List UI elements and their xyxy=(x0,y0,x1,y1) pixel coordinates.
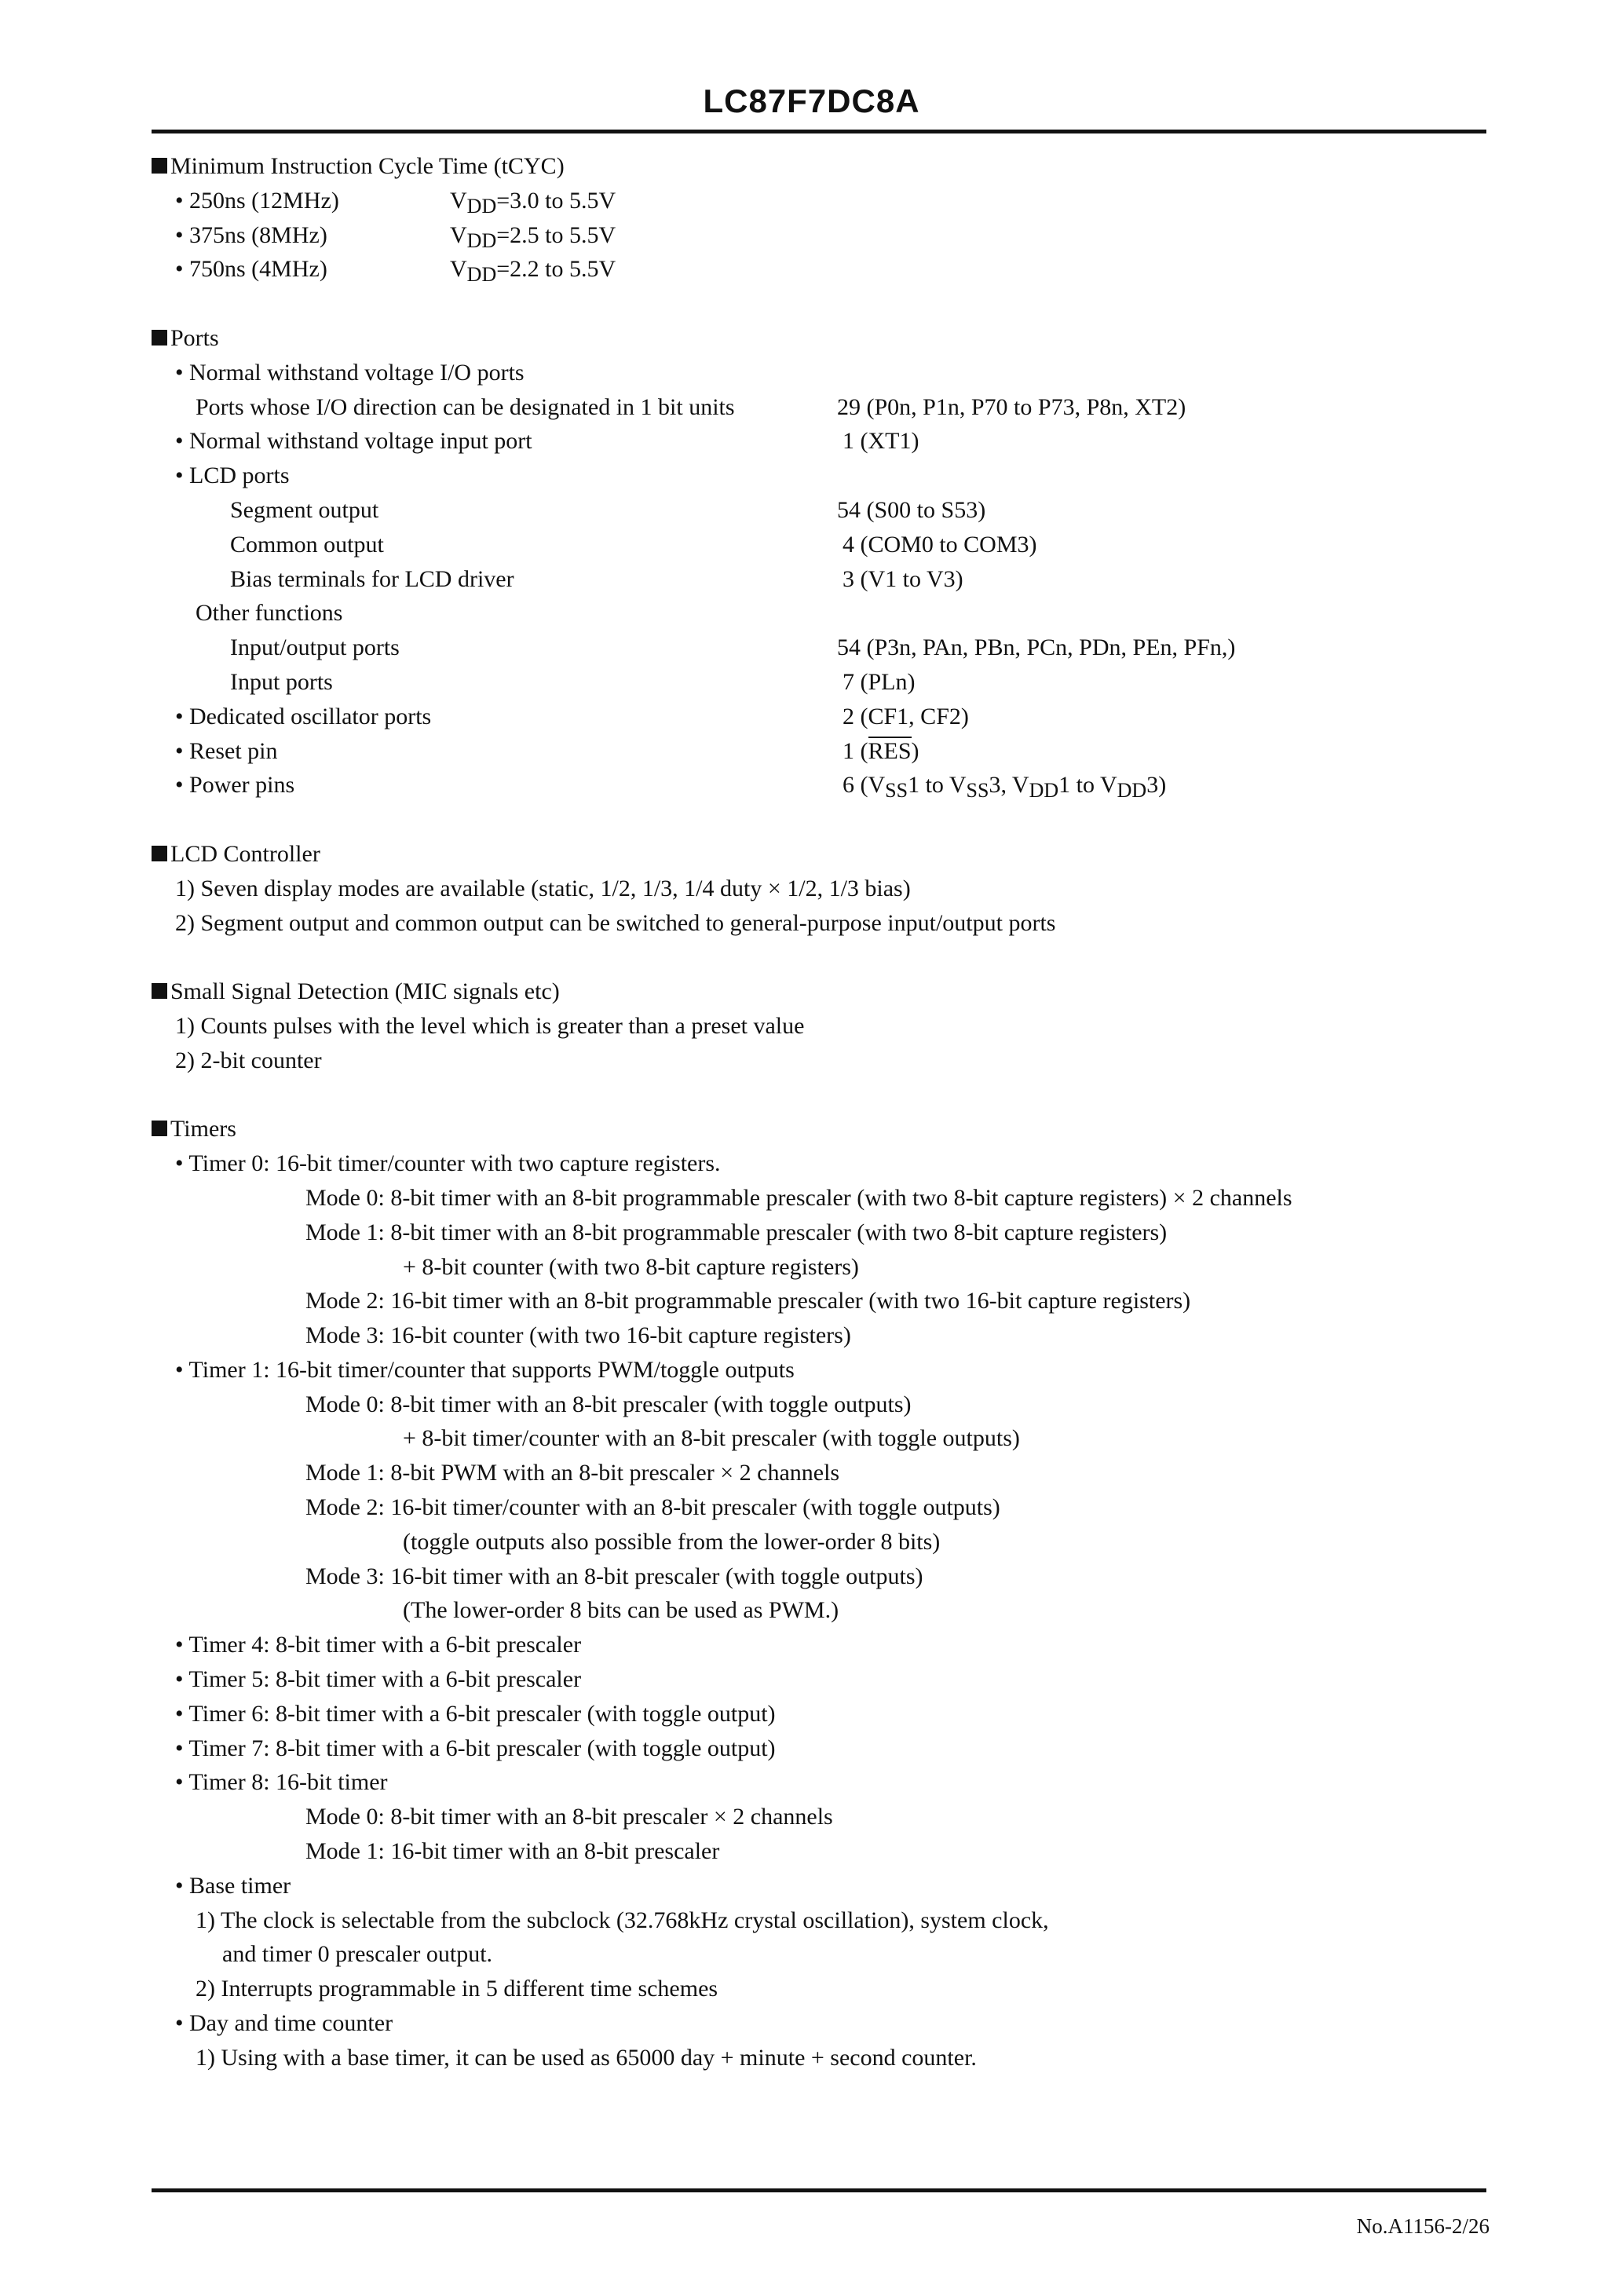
footer-rule xyxy=(152,2188,1486,2192)
document-title: LC87F7DC8A xyxy=(703,82,920,119)
timer-mode: Mode 0: 8-bit timer with an 8-bit prescaler × 2 channels xyxy=(305,1804,833,1830)
tcyc-voltage: VDD=3.0 to 5.5V xyxy=(450,187,616,218)
ports-item: • Normal withstand voltage input port 1 (XT1) xyxy=(175,428,919,455)
timer-item: • Timer 0: 16-bit timer/counter with two capture registers. xyxy=(175,1150,721,1177)
timer-mode-cont: (toggle outputs also possible from the lower-order 8 bits) xyxy=(403,1528,941,1555)
section-heading-tcyc: Minimum Instruction Cycle Time (tCYC) xyxy=(152,149,1494,184)
timer-item: • Timer 5: 8-bit timer with a 6-bit prescaler xyxy=(175,1666,582,1693)
ports-item: Other functions xyxy=(196,600,343,627)
tcyc-voltage: VDD=2.5 to 5.5V xyxy=(450,221,616,252)
ports-item: Segment output 54 (S00 to S53) xyxy=(230,496,986,523)
timer-subitem: 1) Using with a base timer, it can be used as 65000 day + minute + second counter. xyxy=(196,2044,977,2071)
timer-subitem: 1) The clock is selectable from the subclock (32.768kHz crystal oscillation), system clock, xyxy=(196,1907,1049,1933)
timer-mode: Mode 0: 8-bit timer with an 8-bit programmable prescaler (with two 8-bit capture registers) × 2 channels xyxy=(305,1184,1292,1211)
timer-mode: Mode 1: 8-bit timer with an 8-bit programmable prescaler (with two 8-bit capture registers) xyxy=(305,1219,1168,1245)
section-heading-ssd: Small Signal Detection (MIC signals etc) xyxy=(152,974,1494,1009)
timer-item: • Timer 8: 16-bit timer xyxy=(175,1769,388,1796)
ports-item: Ports whose I/O direction can be designated in 1 bit units 29 (P0n, P1n, P70 to P73, P8n, XT2) xyxy=(196,393,1186,420)
lcd-item: 2) Segment output and common output can be switched to general-purpose input/output ports xyxy=(175,909,1056,936)
lcd-item: 1) Seven display modes are available (static, 1/2, 1/3, 1/4 duty × 1/2, 1/3 bias) xyxy=(175,875,911,901)
timer-item: • Timer 4: 8-bit timer with a 6-bit prescaler xyxy=(175,1632,582,1658)
ports-item: Input/output ports 54 (P3n, PAn, PBn, PCn, PDn, PEn, PFn,) xyxy=(230,634,1236,661)
power-pin-value: 6 (VSS1 to VSS3, VDD1 to VDD3) xyxy=(843,772,1167,803)
timer-mode: Mode 2: 16-bit timer/counter with an 8-bit prescaler (with toggle outputs) xyxy=(305,1494,1000,1521)
tcyc-row: • 375ns (8MHz) VDD=2.5 to 5.5V xyxy=(152,218,1494,253)
ports-item: • Dedicated oscillator ports 2 (CF1, CF2) xyxy=(175,703,969,729)
square-bullet-icon xyxy=(152,983,167,999)
timer-subitem-cont: and timer 0 prescaler output. xyxy=(222,1941,493,1968)
spec-content xyxy=(152,149,1494,2075)
timer-mode: Mode 3: 16-bit counter (with two 16-bit capture registers) xyxy=(305,1322,851,1349)
ports-item: • Reset pin 1 (RES) xyxy=(152,734,1494,769)
timer-item: • Timer 6: 8-bit timer with a 6-bit prescaler (with toggle output) xyxy=(175,1700,776,1727)
tcyc-row: • 750ns (4MHz) VDD=2.2 to 5.5V xyxy=(152,252,1494,287)
ssd-item: 1) Counts pulses with the level which is greater than a preset value xyxy=(175,1012,805,1039)
timer-mode-cont: + 8-bit timer/counter with an 8-bit prescaler (with toggle outputs) xyxy=(403,1425,1020,1452)
section-heading-timers: Timers xyxy=(152,1112,1494,1146)
square-bullet-icon xyxy=(152,158,167,174)
header-rule xyxy=(152,130,1486,133)
ports-item: • LCD ports xyxy=(175,462,290,489)
timer-mode-cont: (The lower-order 8 bits can be used as PWM.) xyxy=(403,1597,839,1624)
tcyc-voltage: VDD=2.2 to 5.5V xyxy=(450,256,616,287)
timer-item: • Day and time counter xyxy=(175,2010,393,2037)
page-number: No.A1156-2/26 xyxy=(1356,2214,1490,2238)
ssd-item: 2) 2-bit counter xyxy=(175,1047,322,1073)
timer-mode: Mode 1: 16-bit timer with an 8-bit prescaler xyxy=(305,1838,720,1865)
ports-item: • Normal withstand voltage I/O ports xyxy=(175,359,525,386)
timer-mode-cont: + 8-bit counter (with two 8-bit capture registers) xyxy=(403,1253,859,1280)
timer-item: • Timer 1: 16-bit timer/counter that supports PWM/toggle outputs xyxy=(175,1356,795,1383)
timer-mode: Mode 0: 8-bit timer with an 8-bit prescaler (with toggle outputs) xyxy=(305,1391,912,1417)
timer-mode: Mode 1: 8-bit PWM with an 8-bit prescaler × 2 channels xyxy=(305,1460,840,1486)
timer-item: • Timer 7: 8-bit timer with a 6-bit prescaler (with toggle output) xyxy=(175,1735,776,1761)
ports-item: Common output 4 (COM0 to COM3) xyxy=(230,531,1037,558)
square-bullet-icon xyxy=(152,1121,167,1136)
timer-mode: Mode 3: 16-bit timer with an 8-bit prescaler (with toggle outputs) xyxy=(305,1563,923,1589)
ports-item: Bias terminals for LCD driver 3 (V1 to V3) xyxy=(230,565,963,592)
timer-item: • Base timer xyxy=(175,1872,291,1899)
timer-mode: Mode 2: 16-bit timer with an 8-bit programmable prescaler (with two 16-bit capture registers) xyxy=(305,1288,1191,1314)
square-bullet-icon xyxy=(152,846,167,861)
square-bullet-icon xyxy=(152,330,167,345)
ports-item: • Power pins 6 (VSS1 to VSS3, VDD1 to VDD3) xyxy=(152,768,1494,803)
reset-pin-value: 1 (RES) xyxy=(843,737,919,764)
tcyc-row: • 250ns (12MHz) VDD=3.0 to 5.5V xyxy=(152,184,1494,218)
section-heading-lcd: LCD Controller xyxy=(152,837,1494,872)
timer-subitem: 2) Interrupts programmable in 5 different time schemes xyxy=(196,1976,718,2002)
ports-item: Input ports 7 (PLn) xyxy=(230,668,916,695)
section-heading-ports: Ports xyxy=(152,321,1494,356)
